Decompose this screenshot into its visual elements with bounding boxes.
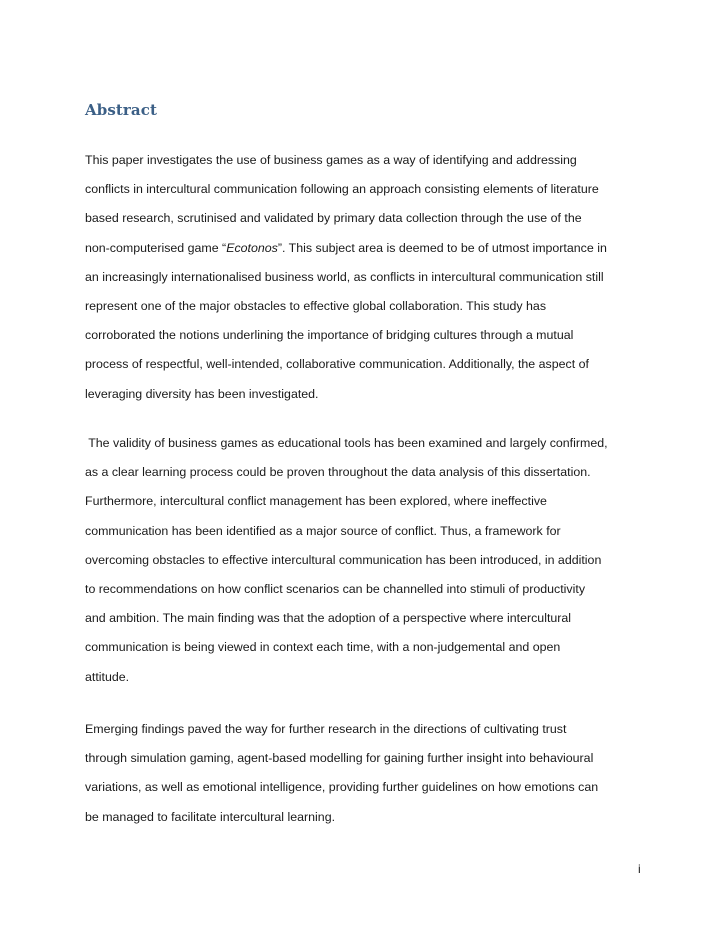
abstract-paragraph-3: [85, 715, 655, 832]
abstract-paragraph-1: [85, 146, 655, 409]
page-number: i: [638, 862, 641, 876]
paragraph-line: This paper investigates the use of business games as a way of identifying and addressing: [85, 153, 577, 167]
paragraph-line: through simulation gaming, agent-based modelling for gaining further insight into behavioural: [85, 751, 594, 766]
paragraph-line: overcoming obstacles to effective intercultural communication has been introduced, in addition: [85, 552, 602, 567]
paragraph-line: corroborated the notions underlining the importance of bridging cultures through a mutual: [85, 328, 574, 343]
paragraph-line: communication is being viewed in context each time, with a non-judgemental and open: [85, 640, 561, 655]
abstract-paragraph-2: [85, 429, 655, 692]
paragraph-line: Furthermore, intercultural conflict management has been explored, where ineffective: [85, 494, 547, 509]
paragraph-line: attitude.: [85, 669, 130, 684]
paragraph-line: and ambition. The main finding was that the adoption of a perspective where intercultural: [85, 611, 572, 626]
game-title-italic: Ecotonos: [226, 240, 278, 255]
line-text-after-title: ”. This subject area is deemed to be of utmost importance in: [277, 240, 607, 255]
paragraph-line: The validity of business games as educational tools has been examined and largely confirmed,: [85, 436, 608, 450]
paragraph-line: process of respectful, well-intended, collaborative communication. Additionally, the aspect of: [85, 357, 589, 372]
paragraph-line: leveraging diversity has been investigated.: [85, 386, 319, 401]
paragraph-line: variations, as well as emotional intelligence, providing further guidelines on how emotions can: [85, 780, 599, 795]
paragraph-line: communication has been identified as a major source of conflict. Thus, a framework for: [85, 523, 561, 538]
paragraph-line: [85, 234, 655, 263]
paragraph-line: an increasingly internationalised business world, as conflicts in intercultural communication still: [85, 269, 604, 284]
paragraph-line: Emerging findings paved the way for further research in the directions of cultivating trust: [85, 722, 567, 736]
paragraph-line: represent one of the major obstacles to effective global collaboration. This study has: [85, 299, 547, 314]
paragraph-line: be managed to facilitate intercultural learning.: [85, 809, 336, 824]
paragraph-line: to recommendations on how conflict scenarios can be channelled into stimuli of productivity: [85, 582, 586, 597]
paragraph-line: based research, scrutinised and validated by primary data collection through the use of the: [85, 211, 582, 226]
line-text-before-title: non-computerised game “: [85, 240, 227, 255]
paragraph-line: as a clear learning process could be proven throughout the data analysis of this dissertation.: [85, 465, 591, 480]
paragraph-line: conflicts in intercultural communication following an approach consisting elements of literature: [85, 182, 599, 197]
abstract-heading: Abstract: [85, 101, 157, 119]
